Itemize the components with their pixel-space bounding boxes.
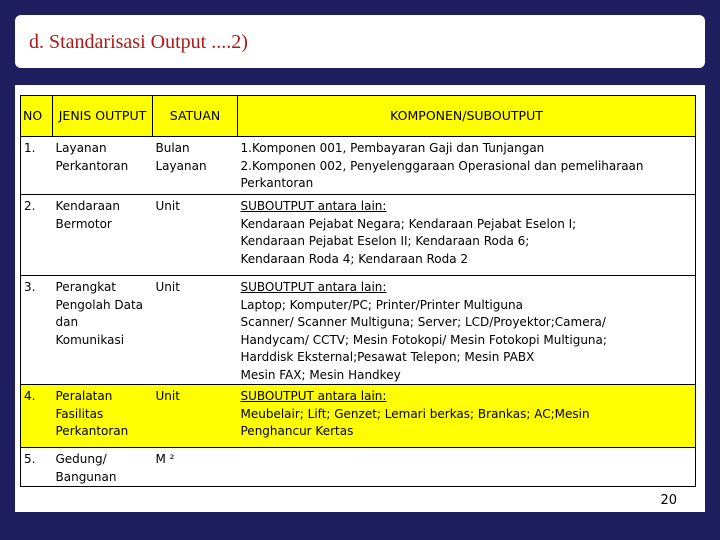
header-satuan: SATUAN (153, 96, 238, 137)
suboutput-heading: SUBOUTPUT antara lain: (240, 199, 387, 213)
row-satuan: M ² (153, 448, 238, 487)
row-satuan: Unit (153, 385, 238, 448)
row-number: 3. (21, 276, 53, 385)
row-jenis: Kendaraan Bermotor (53, 195, 153, 276)
table-row (21, 385, 696, 448)
row-jenis: Layanan Perkantoran (53, 137, 153, 195)
table-row (21, 195, 696, 276)
title-box (15, 15, 705, 68)
table-row (21, 448, 696, 487)
row-jenis: Gedung/ Bangunan (53, 448, 153, 487)
row-number: 1. (21, 137, 53, 195)
row-number: 4. (21, 385, 53, 448)
row-satuan: Bulan Layanan (153, 137, 238, 195)
row-komponen: 1.Komponen 001, Pembayaran Gaji dan Tunjangan 2.Komponen 002, Penyelenggaraan Operasional dan pemeliharaan Perkantoran (238, 137, 696, 195)
page-number: 20 (660, 493, 677, 508)
table-row (21, 137, 696, 195)
table-header-row (21, 96, 696, 137)
content-panel (15, 85, 705, 512)
header-no: NO (21, 96, 53, 137)
row-jenis: Peralatan Fasilitas Perkantoran (53, 385, 153, 448)
row-komponen (238, 448, 696, 487)
row-jenis: Perangkat Pengolah Data dan Komunikasi (53, 276, 153, 385)
row-komponen: SUBOUTPUT antara lain: Meubelair; Lift; Genzet; Lemari berkas; Brankas; AC;Mesin Penghancur Kertas (238, 385, 696, 448)
table-row (21, 276, 696, 385)
suboutput-heading: SUBOUTPUT antara lain: (240, 280, 387, 294)
row-satuan: Unit (153, 276, 238, 385)
row-komponen: SUBOUTPUT antara lain: Laptop; Komputer/PC; Printer/Printer Multiguna Scanner/ Scanner Multiguna; Server; LCD/Proyektor;Camera/ Handycam/ CCTV; Mesin Fotokopi/ Mesin Fotokopi Multiguna; Harddisk Eksternal;Pesawat Telepon; Mesin PABX Mesin FAX; Mesin Handkey (238, 276, 696, 385)
page-title: d. Standarisasi Output ....2) (29, 31, 248, 53)
header-komponen: KOMPONEN/SUBOUTPUT (238, 96, 696, 137)
suboutput-heading: SUBOUTPUT antara lain: (240, 389, 387, 403)
row-number: 2. (21, 195, 53, 276)
row-number: 5. (21, 448, 53, 487)
output-standard-table (20, 95, 696, 487)
row-komponen: SUBOUTPUT antara lain: Kendaraan Pejabat Negara; Kendaraan Pejabat Eselon I; Kendaraan Pejabat Eselon II; Kendaraan Roda 6; Kendaraan Roda 4; Kendaraan Roda 2 (238, 195, 696, 276)
row-satuan: Unit (153, 195, 238, 276)
header-jenis-output: JENIS OUTPUT (53, 96, 153, 137)
